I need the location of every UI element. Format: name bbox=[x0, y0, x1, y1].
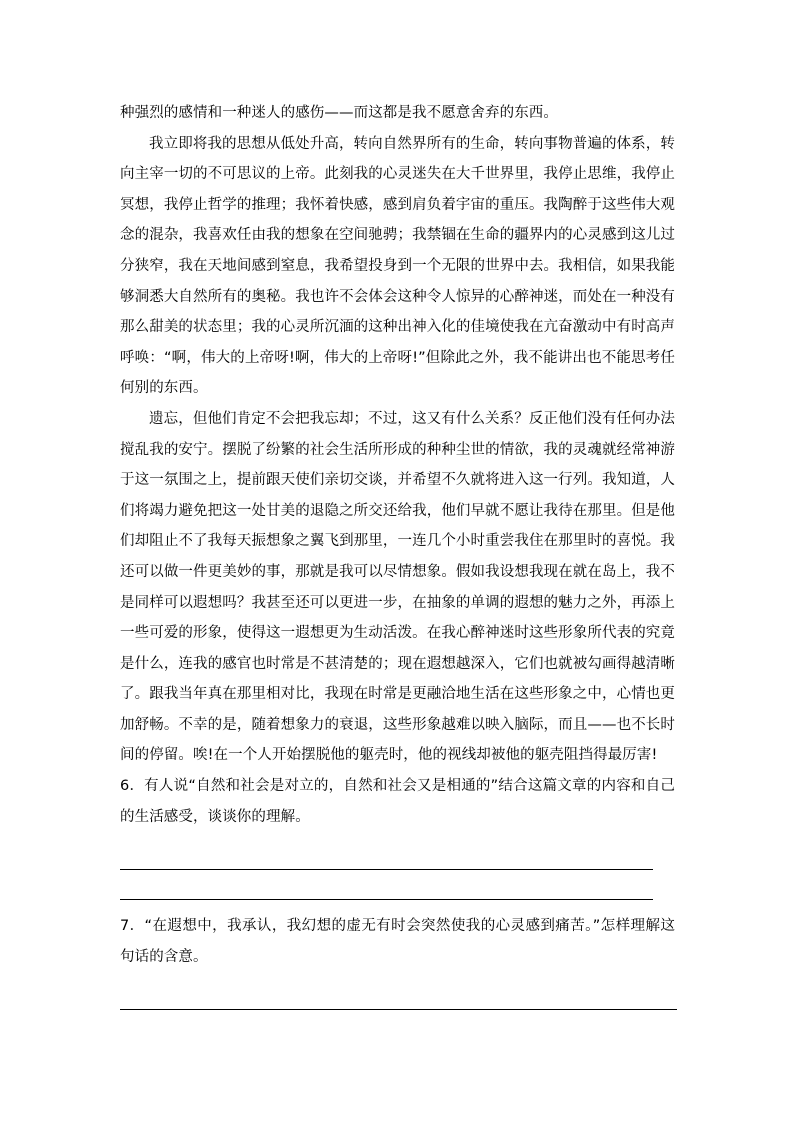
spacer bbox=[120, 900, 675, 911]
answer-line[interactable] bbox=[120, 870, 675, 901]
answer-area-question-6[interactable] bbox=[120, 839, 675, 900]
answer-line[interactable] bbox=[120, 980, 675, 1011]
document-body bbox=[120, 98, 675, 1010]
paragraph-forgetting: 遗忘，但他们肯定不会把我忘却；不过，这又有什么关系？反正他们没有任何办法搅乱我的安宁。摆脱了纷繁的社会生活所形成的种种尘世的情欲，我的灵魂就经常神游于这一氛围之上，提前跟天使们亲切交谈，并希望不久就将进入这一行列。我知道，人们将竭力避免把这一处甘美的退隐之所交还给我，他们早就不愿让我待在那里。但是他们却阻止不了我每天振想象之翼飞到那里，一连几个小时重尝我住在那里时的喜悦。我还可以做一件更美妙的事，那就是我可以尽情想象。假如我设想我现在就在岛上，我不是同样可以遐想吗？我甚至还可以更进一步，在抽象的单调的遐想的魅力之外，再添上一些可爱的形象，使得这一遐想更为生动活泼。在我心醉神迷时这些形象所代表的究竟是什么，连我的感官也时常是不甚清楚的；现在遐想越深入，它们也就被勾画得越清晰了。跟我当年真在那里相对比，我现在时常是更融洽地生活在这些形象之中，心情也更加舒畅。不幸的是，随着想象力的衰退，这些形象越难以映入脑际，而且——也不长时间的停留。唉!在一个人开始摆脱他的躯壳时，他的视线却被他的躯壳阻挡得最厉害! bbox=[120, 410, 675, 764]
answer-line[interactable] bbox=[120, 839, 675, 870]
paragraph-reverie: 我立即将我的思想从低处升高，转向自然界所有的生命，转向事物普遍的体系，转向主宰一切的不可思议的上帝。此刻我的心灵迷失在大千世界里，我停止思维，我停止冥想，我停止哲学的推理；我怀着快感，感到肩负着宇宙的重压。我陶醉于这些伟大观念的混杂，我喜欢任由我的想象在空间驰骋；我禁锢在生命的疆界内的心灵感到这儿过分狭窄，我在天地间感到窒息，我希望投身到一个无限的世界中去。我相信，如果我能够洞悉大自然所有的奥秘。我也许不会体会这种令人惊异的心醉神迷，而处在一种没有那么甜美的状态里；我的心灵所沉湎的这种出神入化的佳境使我在亢奋激动中有时高声呼唤：“啊，伟大的上帝呀!啊，伟大的上帝呀!”但除此之外，我不能讲出也不能思考任何别的东西。 bbox=[120, 135, 675, 397]
paragraph-continuation: 种强烈的感情和一种迷人的感伤——而这都是我不愿意舍弃的东西。 bbox=[120, 105, 558, 121]
question-7: 7．“在遐想中，我承认，我幻想的虚无有时会突然使我的心灵感到痛苦。”怎样理解这句话的含意。 bbox=[120, 918, 675, 966]
answer-area-question-7[interactable] bbox=[120, 980, 675, 1011]
question-6: 6．有人说“自然和社会是对立的，自然和社会又是相通的”结合这篇文章的内容和自己的生活感受，谈谈你的理解。 bbox=[120, 778, 675, 825]
